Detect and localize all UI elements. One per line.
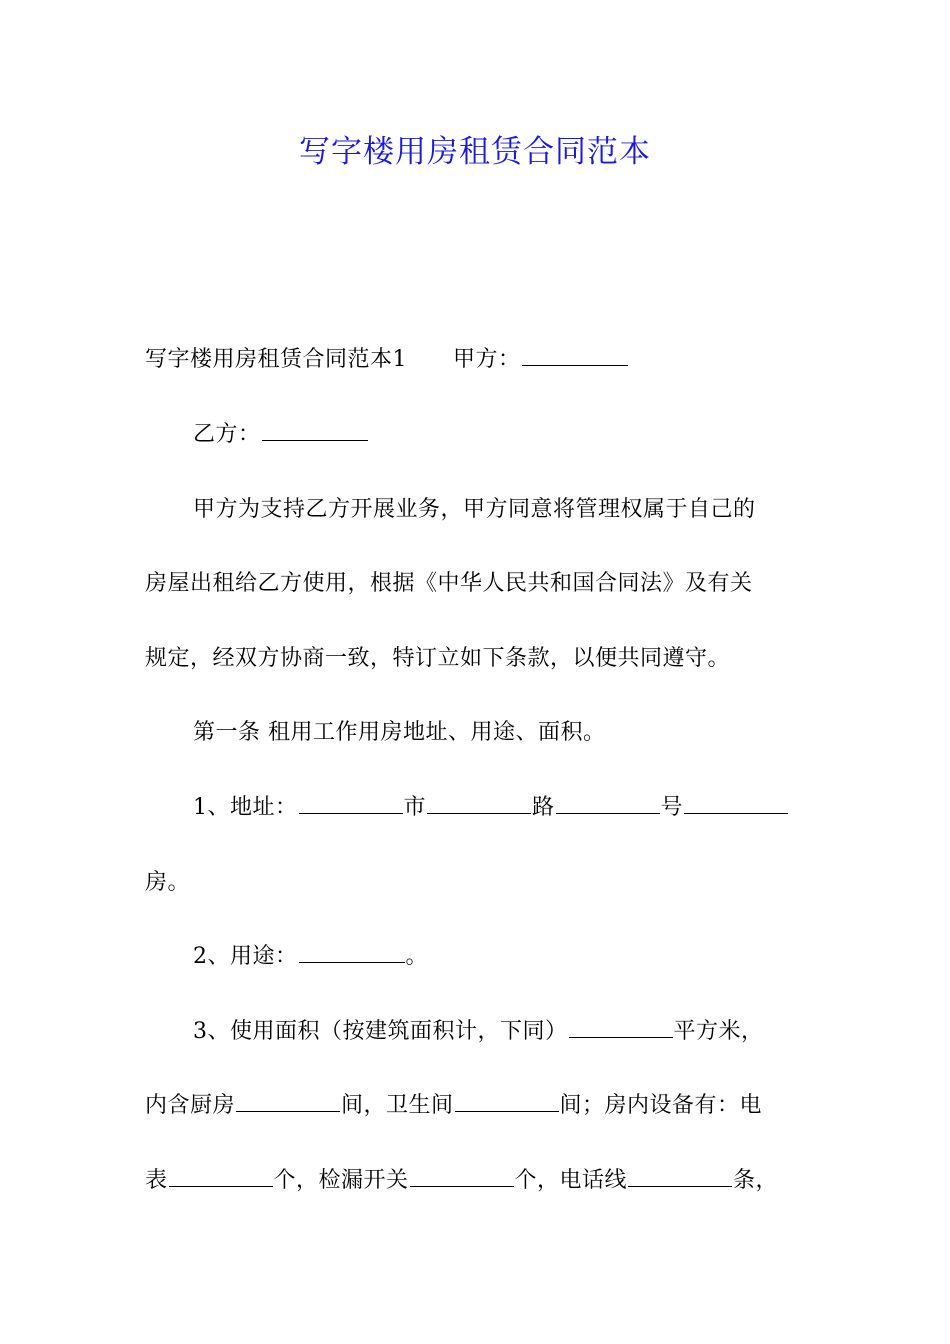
contract-heading-line	[145, 343, 629, 377]
road-label: 路	[532, 795, 555, 820]
number-blank	[556, 793, 660, 814]
city-label: 市	[403, 795, 427, 820]
road-blank	[427, 793, 531, 814]
area-label: 3、使用面积（按建筑面积计，下同）	[193, 1019, 568, 1044]
phone-line-label: 个，电话线	[514, 1168, 628, 1193]
leak-switch-blank	[410, 1166, 514, 1187]
equipment-line	[145, 1164, 778, 1198]
phone-line-blank	[628, 1166, 732, 1187]
usage-label: 2、用途：	[193, 944, 298, 969]
party-a-label: 甲方：	[453, 347, 521, 372]
usage-line	[193, 940, 428, 974]
equipment-label: 间；房内设备有：电	[559, 1093, 763, 1118]
address-line	[193, 791, 789, 825]
party-b-label: 乙方：	[193, 422, 261, 447]
usage-blank	[299, 942, 405, 963]
paragraph-line: 规定，经双方协商一致，特订立如下条款，以便共同遵守。	[145, 646, 731, 671]
bathroom-blank	[455, 1091, 559, 1112]
address-label: 1、地址：	[193, 795, 298, 820]
meter-blank	[169, 1166, 273, 1187]
phone-line-unit: 条，	[733, 1168, 779, 1193]
number-label: 号	[660, 795, 684, 820]
address-line-end: 房。	[145, 870, 191, 895]
area-line	[193, 1015, 764, 1049]
city-blank	[299, 793, 403, 814]
party-b-blank	[262, 420, 368, 441]
leak-switch-label: 个，检漏开关	[273, 1168, 409, 1193]
kitchen-label: 内含厨房	[145, 1093, 236, 1118]
article-heading: 第一条 租用工作用房地址、用途、面积。	[193, 720, 606, 745]
contract-subheading: 写字楼用房租赁合同范本1	[145, 347, 407, 372]
party-b-line	[193, 418, 369, 452]
area-unit: 平方米，	[673, 1019, 764, 1044]
paragraph-line: 房屋出租给乙方使用，根据《中华人民共和国合同法》及有关	[145, 571, 753, 596]
party-a-blank	[522, 345, 628, 366]
usage-period: 。	[405, 944, 429, 969]
rooms-line	[145, 1089, 762, 1123]
bathroom-label: 间，卫生间	[341, 1093, 454, 1118]
room-blank	[684, 793, 788, 814]
meter-label: 表	[145, 1168, 168, 1193]
document-title: 写字楼用房租赁合同范本	[299, 134, 651, 170]
kitchen-blank	[236, 1091, 340, 1112]
area-blank	[569, 1017, 673, 1038]
paragraph-line: 甲方为支持乙方开展业务，甲方同意将管理权属于自己的	[193, 497, 756, 522]
